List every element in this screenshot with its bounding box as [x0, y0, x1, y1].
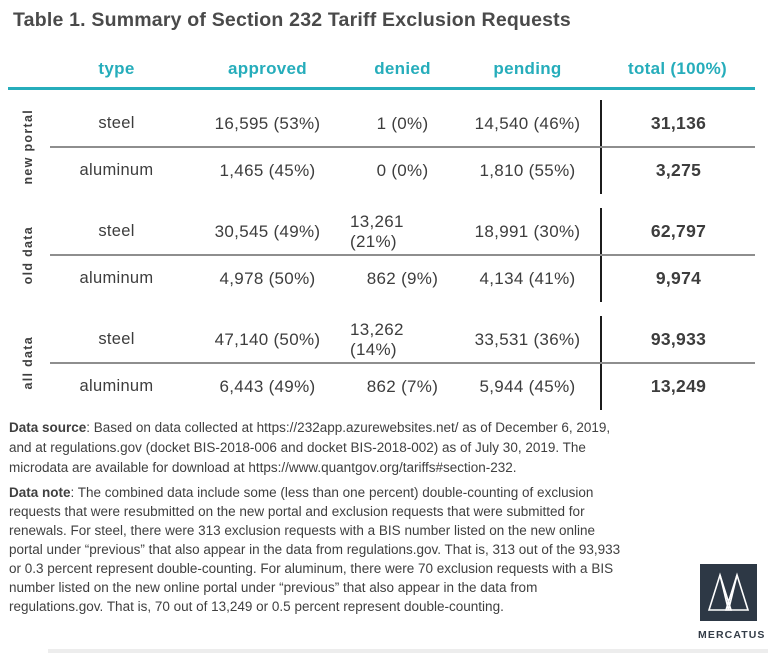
- group-label-new-portal: new portal: [21, 109, 35, 185]
- column-header-approved: approved: [228, 58, 307, 78]
- cell-total: 93,933: [600, 316, 755, 363]
- cell-total: 3,275: [600, 147, 755, 194]
- cell-pending: 5,944 (45%): [479, 376, 576, 396]
- row-divider: [50, 146, 755, 148]
- cell-approved: 1,465 (45%): [219, 160, 316, 180]
- row-divider: [50, 254, 755, 256]
- cell-denied: 862 (9%): [366, 268, 439, 288]
- cell-approved: 47,140 (50%): [214, 329, 321, 349]
- row-group-all-data: [8, 316, 755, 410]
- cell-total: 62,797: [600, 208, 755, 255]
- cell-denied: 0 (0%): [376, 160, 429, 180]
- cell-type: aluminum: [79, 269, 154, 287]
- cell-approved: 30,545 (49%): [214, 221, 321, 241]
- data-note: [9, 483, 623, 616]
- cell-type: aluminum: [79, 377, 154, 395]
- cell-total: 9,974: [600, 255, 755, 302]
- column-header-total: total (100%): [627, 58, 727, 78]
- cell-denied: 13,262 (14%): [350, 319, 404, 359]
- table-header-row: [8, 50, 755, 90]
- row-divider: [50, 362, 755, 364]
- cell-approved: 6,443 (49%): [219, 376, 316, 396]
- mercatus-logo-icon: [700, 564, 757, 621]
- cell-total: 31,136: [600, 100, 755, 147]
- group-label-old-data: old data: [21, 225, 35, 285]
- cell-denied: 862 (7%): [366, 376, 439, 396]
- data-source-text: : Based on data collected at https://232app.azurewebsites.net/ as of December 6, 2019, and at regulations.gov (docket BIS-2018-006 and docket BIS-2018-002) as of July 30, 2019. The microdata are available for download at https://www.quantgov.org/tariffs#section-232.: [9, 420, 611, 475]
- data-note-label: Data note: [9, 485, 71, 500]
- cell-total: 13,249: [600, 363, 755, 410]
- mercatus-logo-text: MERCATUS: [698, 629, 766, 641]
- cell-pending: 33,531 (36%): [474, 329, 581, 349]
- cell-pending: 18,991 (30%): [474, 221, 581, 241]
- cell-type: steel: [98, 330, 135, 348]
- mercatus-logo: [698, 564, 766, 641]
- data-source-label: Data source: [9, 420, 87, 435]
- cell-approved: 4,978 (50%): [219, 268, 316, 288]
- column-header-pending: pending: [493, 58, 562, 78]
- page-title: Table 1. Summary of Section 232 Tariff Exclusion Requests: [13, 9, 571, 31]
- cell-pending: 1,810 (55%): [479, 160, 576, 180]
- cell-approved: 16,595 (53%): [214, 113, 321, 133]
- cell-denied: 1 (0%): [376, 113, 429, 133]
- column-header-type: type: [98, 58, 135, 78]
- data-note-text: : The combined data include some (less than one percent) double-counting of exclusion requests that were resubmitted on the new portal and exclusion requests that were submitted for renewals. For steel, there were 313 exclusion requests with a BIS number listed on the new online portal under “previous” that also appear in the data from regulations.gov. That is, 313 out of the 93,933 or 0.3 percent represent double-counting. For aluminum, there were 70 exclusion requests with a BIS number listed on the new online portal under “previous” that also appear in the data from regulations.gov. That is, 70 out of 13,249 or 0.5 percent represent double-counting.: [9, 485, 621, 614]
- cell-type: aluminum: [79, 161, 154, 179]
- column-header-denied: denied: [374, 58, 431, 78]
- data-source-note: [9, 418, 623, 478]
- row-group-old-data: [8, 208, 755, 302]
- cell-pending: 14,540 (46%): [474, 113, 581, 133]
- cell-type: steel: [98, 222, 135, 240]
- cell-type: steel: [98, 114, 135, 132]
- group-label-all-data: all data: [21, 336, 35, 390]
- cell-denied: 13,261 (21%): [350, 211, 404, 251]
- row-group-new-portal: [8, 100, 755, 194]
- summary-table: [8, 50, 755, 410]
- cell-pending: 4,134 (41%): [479, 268, 576, 288]
- bottom-border: [48, 649, 768, 653]
